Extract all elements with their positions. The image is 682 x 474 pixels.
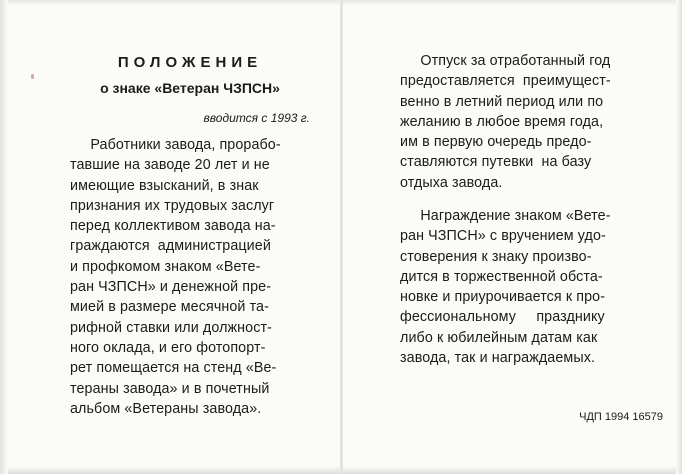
award-ceremony-paragraph: Награждение знаком «Вете- ран ЧЗПСН» с вручением удо- стоверения к знаку произво- дится в торжественной обста- новке и приурочивается к про- фессиональному празднику либо к юбилейным датам как завода, так и награждаемых. xyxy=(400,208,611,367)
vacation-paragraph: Отпуск за отработанный год предоставляется преимущест- венно в летний период или по желанию в любое время года, им в первую очередь предо- ставляются путевки на базу отдыха завода. xyxy=(400,53,611,191)
right-page xyxy=(343,0,682,474)
left-page xyxy=(0,0,340,474)
page-subtitle: о знаке «Ветеран ЧЗПСН» xyxy=(100,80,280,96)
page-title: ПОЛОЖЕНИЕ xyxy=(117,54,263,71)
effective-date-note: вводится с 1993 г. xyxy=(203,111,310,125)
print-code: ЧДП 1994 16579 xyxy=(579,411,663,423)
regulation-paragraph: Работники завода, прорабо- тавшие на заводе 20 лет и не имеющие взысканий, в знак признания их трудовых заслуг перед коллективом завода на- граждаются администрацией и профкомом знаком «Вете- ран ЧЗПСН» и денежной пре- мией в размере месячной та- рифной ставки или должност- ного оклада, и его фотопорт- рет помещается на стенд «Ве- тераны завода» и в почетный альбом «Ветераны завода». xyxy=(70,137,281,417)
